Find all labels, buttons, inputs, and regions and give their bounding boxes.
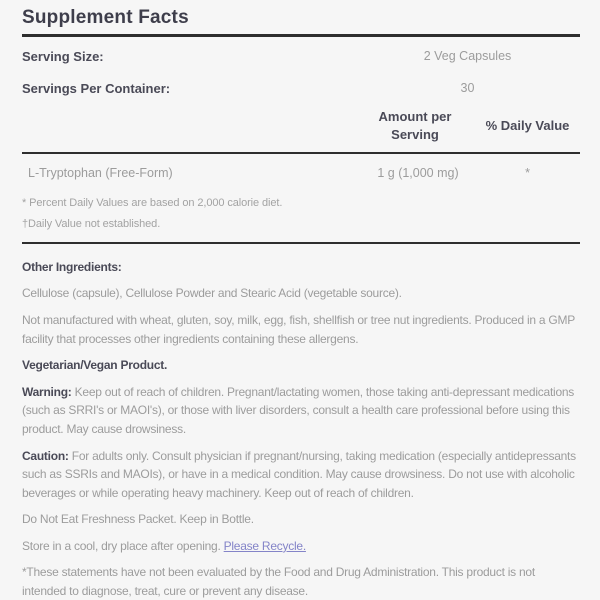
other-ingredients-heading bbox=[22, 258, 580, 277]
table-header-row bbox=[22, 108, 580, 144]
other-ingredients-text: Cellulose (capsule), Cellulose Powder and Stearic Acid (vegetable source). bbox=[22, 286, 402, 301]
vegetarian-note: Vegetarian/Vegan Product. bbox=[22, 358, 168, 373]
freshness-packet-note: Do Not Eat Freshness Packet. Keep in Bottle. bbox=[22, 512, 254, 527]
ingredient-name: L-Tryptophan (Free-Form) bbox=[28, 165, 173, 180]
amount-per-serving-header: Amount per Serving bbox=[378, 108, 452, 142]
footnote-percent-daily-values: * Percent Daily Values are based on 2,000 calorie diet. bbox=[22, 196, 283, 209]
fda-disclaimer: *These statements have not been evaluated by the Food and Drug Administration. This product is not intended to diagnose, treat, cure or prevent any disease. bbox=[22, 565, 535, 599]
serving-size-value: 2 Veg Capsules bbox=[423, 48, 512, 63]
divider-top bbox=[22, 34, 580, 37]
ingredient-daily-value: * bbox=[525, 165, 530, 180]
storage-note bbox=[22, 537, 580, 556]
caution-label: Caution: bbox=[22, 448, 69, 463]
serving-size-label: Serving Size: bbox=[22, 48, 104, 64]
warning-label: Warning: bbox=[22, 384, 72, 399]
warning-text: Keep out of reach of children. Pregnant/lactating women, those taking anti-depressant medications (such as SRRI's or MAOI's), or those with liver disorders, consult a health care professional before using this product. May cause drowsiness. bbox=[22, 384, 575, 436]
divider-bottom bbox=[22, 242, 580, 244]
footnote-daily-value-not-established: †Daily Value not established. bbox=[22, 217, 161, 230]
servings-per-container-label: Servings Per Container: bbox=[22, 80, 171, 96]
please-recycle-link[interactable]: Please Recycle. bbox=[223, 538, 306, 553]
warning-paragraph bbox=[22, 383, 580, 439]
servings-per-container-row bbox=[22, 81, 580, 96]
storage-text: Store in a cool, dry place after opening. bbox=[22, 538, 221, 553]
serving-size-row bbox=[22, 49, 580, 64]
daily-value-header: % Daily Value bbox=[485, 118, 570, 134]
servings-per-container-value: 30 bbox=[460, 80, 475, 95]
product-info-section bbox=[22, 258, 580, 600]
caution-text: For adults only. Consult physician if pregnant/nursing, taking medication (especially antidepressants such as SSRIs and MAOIs), or have in a medical condition. May cause drowsiness. Do not use with alcoholic beverages or while operating heavy machinery. Keep out of reach of children. bbox=[22, 448, 576, 500]
ingredient-amount: 1 g (1,000 mg) bbox=[377, 165, 459, 180]
caution-paragraph bbox=[22, 447, 580, 503]
other-ingredients-label: Other Ingredients: bbox=[22, 259, 122, 274]
supplement-facts-title: Supplement Facts bbox=[22, 7, 189, 28]
allergen-note: Not manufactured with wheat, gluten, soy, milk, egg, fish, shellfish or tree nut ingredients. Produced in a GMP facility that processes other ingredients containing these allergens. bbox=[22, 312, 575, 346]
table-row bbox=[22, 154, 580, 192]
